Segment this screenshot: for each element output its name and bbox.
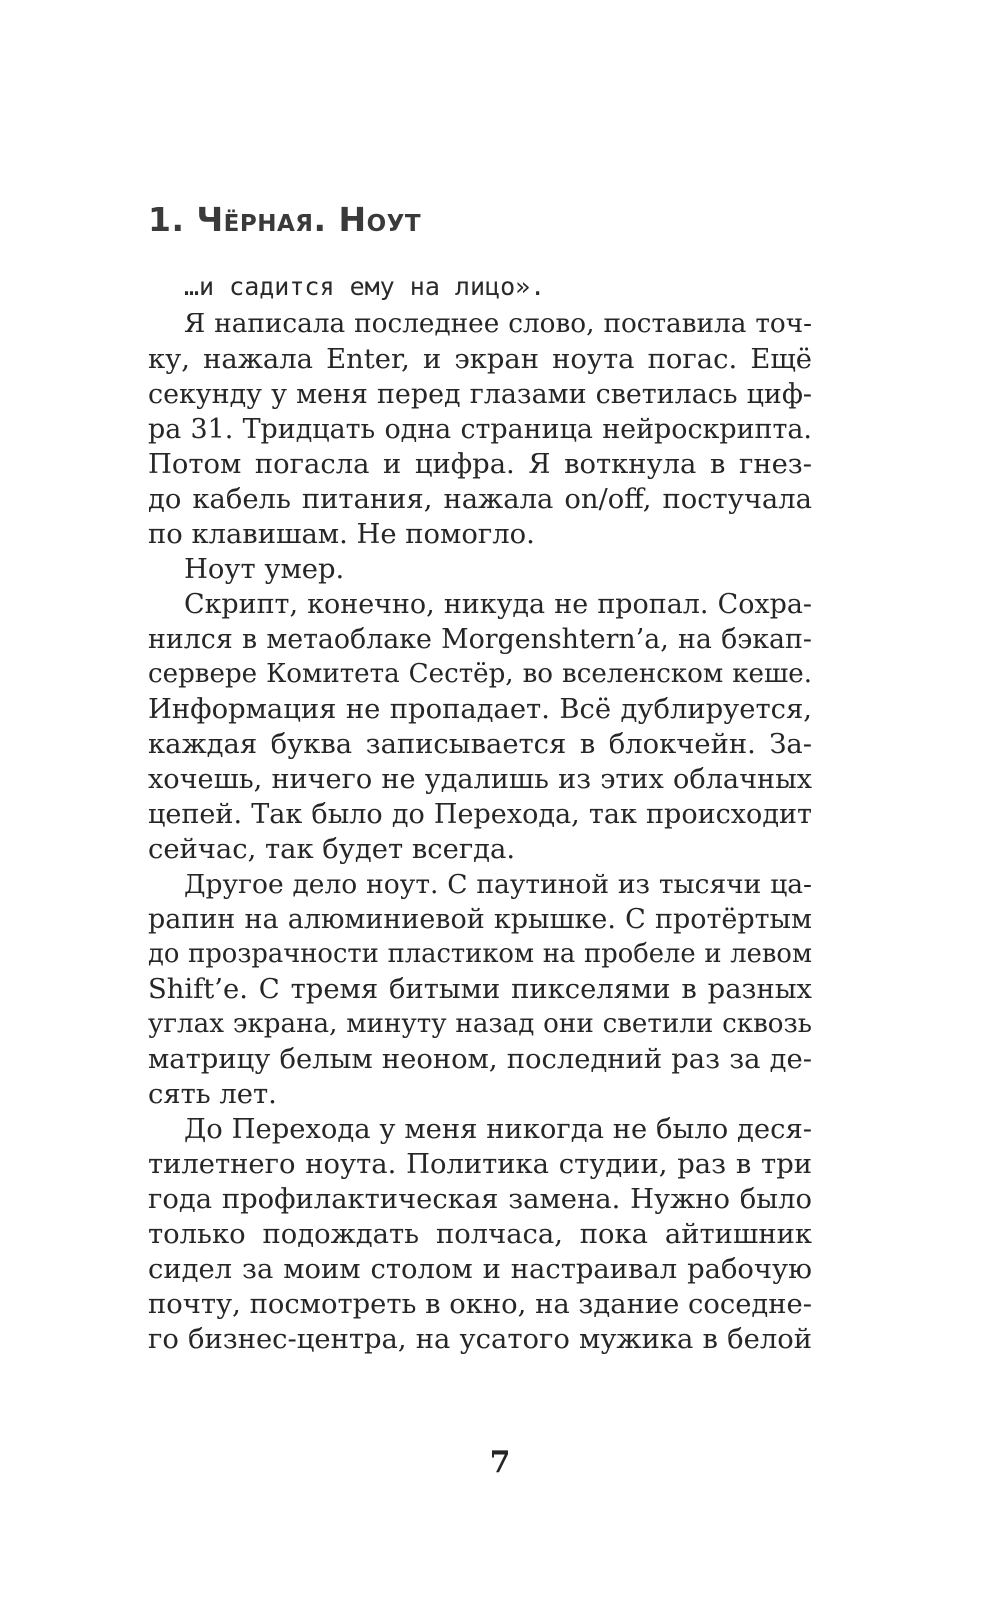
text-line: ра 31. Тридцать одна страница нейроскрипта. [148, 414, 812, 445]
body-text [148, 307, 812, 1357]
text-line: цепей. Так было до Перехода, так происходит [148, 799, 812, 830]
text-line: нился в метаоблаке Morgenshtern’a, на бэкап- [148, 624, 812, 655]
text-line: Shift’e. С тремя битыми пикселями в разных [148, 974, 812, 1005]
text-line: хочешь, ничего не удалишь из этих облачных [148, 764, 812, 795]
text-line: каждая буква записывается в блокчейн. За- [148, 729, 812, 760]
text-line: До Перехода у меня никогда не было деся- [184, 1114, 812, 1145]
text-line: Скрипт, конечно, никуда не пропал. Сохра- [184, 589, 812, 620]
chapter-title: 1. Чёрная. Ноут [148, 200, 422, 239]
text-line: Другое дело ноут. С паутиной из тысячи ца- [184, 869, 812, 900]
typed-script-line: …и садится ему на лицо». [184, 272, 546, 301]
text-line: Я написала последнее слово, поставила точ- [184, 309, 812, 339]
text-line: го бизнес-центра, на усатого мужика в белой [148, 1324, 812, 1355]
text-line: Информация не пропадает. Всё дублируется, [148, 694, 812, 725]
text-line: матрицу белым неоном, последний раз за де- [148, 1044, 812, 1075]
text-line: до кабель питания, нажала on/off, постучала [148, 484, 812, 515]
text-line: года профилактическая замена. Нужно было [148, 1184, 812, 1215]
text-line: углах экрана, минуту назад они светили сквозь [148, 1009, 812, 1039]
text-line: сидел за моим столом и настраивал рабочую [148, 1254, 812, 1285]
page-number: 7 [489, 1445, 511, 1480]
text-line: сейчас, так будет всегда. [148, 834, 516, 865]
text-line: сервере Комитета Сестёр, во вселенском кеше. [148, 659, 812, 689]
text-line: до прозрачности пластиком на пробеле и левом [148, 939, 812, 969]
text-line: по клавишам. Не помогло. [148, 519, 535, 550]
text-line: Ноут умер. [184, 554, 345, 585]
text-line: ку, нажала Enter, и экран ноута погас. Ещё [148, 344, 812, 375]
text-line: сять лет. [148, 1079, 277, 1110]
text-line: секунду у меня перед глазами светилась циф- [148, 379, 812, 410]
text-line: Потом погасла и цифра. Я воткнула в гнез- [148, 449, 812, 480]
text-line: тилетнего ноута. Политика студии, раз в три [148, 1149, 812, 1180]
text-line: почту, посмотреть в окно, на здание соседне- [148, 1289, 812, 1320]
text-line: только подождать полчаса, пока айтишник [148, 1219, 812, 1250]
text-line: рапин на алюминиевой крышке. С протёртым [148, 904, 812, 935]
